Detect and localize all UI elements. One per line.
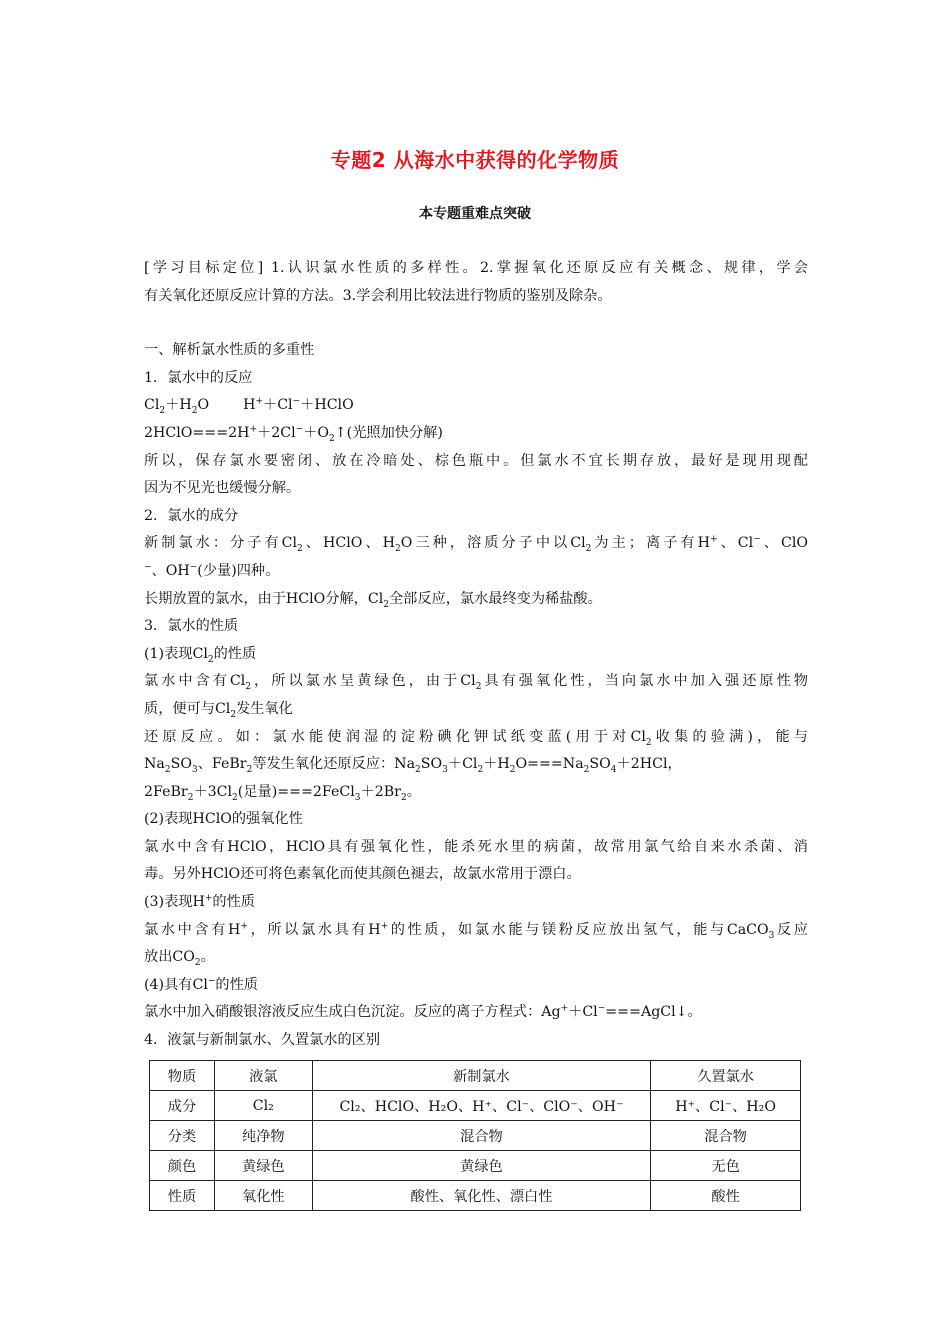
table-header-cell: 物质 xyxy=(150,1061,215,1091)
document-subtitle: 本专题重难点突破 xyxy=(419,206,531,222)
paragraph-line: −、OH−(少量)四种。 xyxy=(144,562,280,579)
table-header-cell: 久置氯水 xyxy=(651,1061,801,1091)
objectives-line-2: 有关氧化还原反应计算的方法。3.学会利用比较法进行物质的鉴别及除杂。 xyxy=(144,287,612,304)
table-cell: 酸性、氧化性、漂白性 xyxy=(312,1181,650,1211)
table-header-row xyxy=(150,1061,801,1091)
subsection-heading: 3．氯水的性质 xyxy=(144,618,239,635)
section-heading: 一、解析氯水性质的多重性 xyxy=(144,342,315,359)
table-header-cell: 新制氯水 xyxy=(312,1061,650,1091)
paragraph-line: 长期放置的氯水，由于HClO分解，$Cl_2$全部反应，氯水最终变为稀盐酸。 xyxy=(144,590,602,610)
table-cell: 性质 xyxy=(150,1181,215,1211)
equation-2: $2HClO===2H^++2Cl^-+O_2↑$(光照加快分解) xyxy=(144,424,443,444)
paragraph-line: 因为不见光也缓慢分解。 xyxy=(144,480,301,497)
document-body xyxy=(144,255,808,1055)
paragraph-line: 质，便可与$Cl_2$发生氧化 xyxy=(144,700,293,720)
table-cell: 酸性 xyxy=(651,1181,801,1211)
objectives-line-1: [学习目标定位] 1.认识氯水性质的多样性。2.掌握氧化还原反应有关概念、规律，学会 xyxy=(144,260,808,276)
paragraph-line: 新制氯水：分子有$Cl_2$、HClO、$H_2O$三种，溶质分子中以$Cl_2$为主；离子有H+、Cl−、ClO xyxy=(144,534,808,555)
subsection-heading: 2．氯水的成分 xyxy=(144,507,239,524)
paragraph-line: $Na_2SO_3$、FeBr$_2$等发生氧化还原反应：$Na_2SO_3+Cl_2+H_2O===Na_2SO_4+2HCl$， xyxy=(144,756,682,775)
property-heading: (3)表现H+的性质 xyxy=(144,893,255,911)
table-cell: 氧化性 xyxy=(214,1181,312,1211)
table-cell: 无色 xyxy=(651,1151,801,1181)
property-heading: (4)具有Cl−的性质 xyxy=(144,976,258,993)
table-cell: 成分 xyxy=(150,1091,215,1121)
property-heading: (2)表现HClO的强氧化性 xyxy=(144,811,303,828)
table-row xyxy=(150,1181,801,1211)
table-row xyxy=(150,1121,801,1151)
table-cell: 黄绿色 xyxy=(312,1151,650,1181)
paragraph-line: 氯水中含有H+，所以氯水具有H+的性质，如氯水能与镁粉反应放出氢气，能与CaCO$_3$反应 xyxy=(144,920,808,941)
table-cell: 黄绿色 xyxy=(214,1151,312,1181)
table-cell: 混合物 xyxy=(651,1121,801,1151)
equation-1: $Cl_2+H_2O$ H+＋Cl−＋HClO xyxy=(144,396,354,417)
objectives-tag: [学习目标定位] xyxy=(144,260,264,276)
paragraph-line: 所以，保存氯水要密闭、放在冷暗处、棕色瓶中。但氯水不宜长期存放，最好是现用现配 xyxy=(144,452,808,469)
subsection-heading: 4．液氯与新制氯水、久置氯水的区别 xyxy=(144,1032,381,1049)
table-cell: Cl₂ xyxy=(214,1091,312,1121)
paragraph-line: 还原反应。如：氯水能使润湿的淀粉碘化钾试纸变蓝(用于对$Cl_2$收集的验满)，能与 xyxy=(144,728,808,748)
property-heading: (1)表现$Cl_2$的性质 xyxy=(144,645,257,665)
comparison-table xyxy=(149,1060,801,1211)
document-title: 专题2 从海水中获得的化学物质 xyxy=(330,148,620,172)
table-cell: 颜色 xyxy=(150,1151,215,1181)
paragraph-line: $2FeBr_2+3Cl_2$(足量)$===2FeCl_3+2Br_2$。 xyxy=(144,783,421,803)
table-cell: Cl₂、HClO、H₂O、H⁺、Cl⁻、ClO⁻、OH⁻ xyxy=(312,1091,650,1121)
table-cell: 纯净物 xyxy=(214,1121,312,1151)
table-cell: 分类 xyxy=(150,1121,215,1151)
paragraph-line: 氯水中含有$Cl_2$，所以氯水呈黄绿色，由于$Cl_2$具有强氧化性，当向氯水中加入强还原性物 xyxy=(144,673,808,693)
paragraph-line: 毒。另外HClO还可将色素氧化而使其颜色褪去，故氯水常用于漂白。 xyxy=(144,866,581,883)
table-row xyxy=(150,1091,801,1121)
paragraph-line: 氯水中加入硝酸银溶液反应生成白色沉淀。反应的离子方程式：Ag+＋Cl−===AgCl↓。 xyxy=(144,1003,702,1021)
paragraph-line: 放出$CO_2$。 xyxy=(144,949,215,969)
paragraph-line: 氯水中含有HClO，HClO具有强氧化性，能杀死水里的病菌，故常用氯气给自来水杀菌、消 xyxy=(144,838,808,855)
table-row xyxy=(150,1151,801,1181)
subsection-heading: 1．氯水中的反应 xyxy=(144,369,253,386)
table-cell: H⁺、Cl⁻、H₂O xyxy=(651,1091,801,1121)
table-header-cell: 液氯 xyxy=(214,1061,312,1091)
table-cell: 混合物 xyxy=(312,1121,650,1151)
